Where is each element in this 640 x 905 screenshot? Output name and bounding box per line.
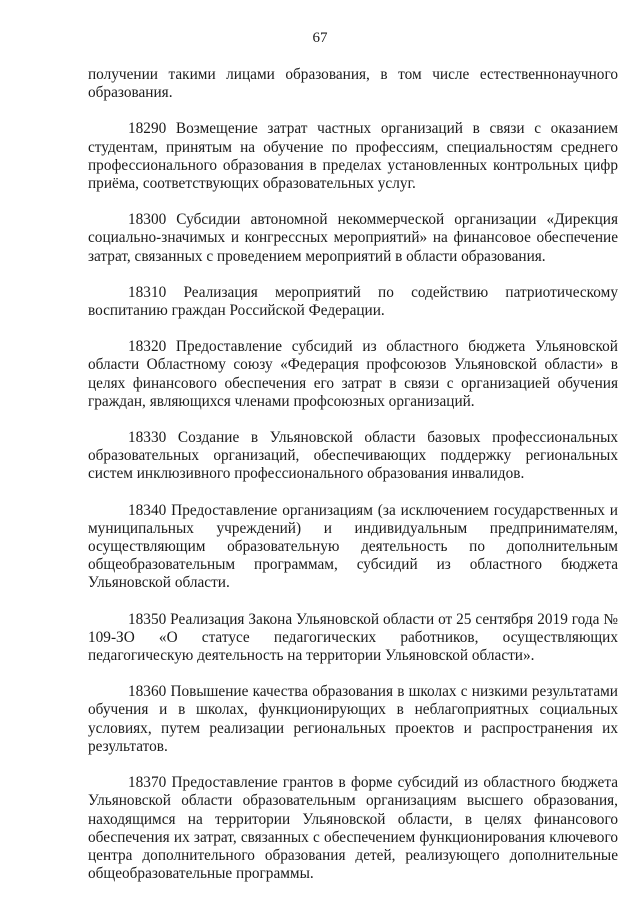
paragraph-18350: 18350 Реализация Закона Ульяновской области от 25 сентября 2019 года № 109-ЗО «О статусе педагогических работников, осуществляющих педагогическую деятельность на территории Ульяновской области». <box>88 610 618 665</box>
page-number: 67 <box>312 30 328 46</box>
paragraph-18320: 18320 Предоставление субсидий из областного бюджета Ульяновской области Областному союзу «Федерация профсоюзов Ульяновской области» в целях финансового обеспечения его затрат в связи с организацией обучения граждан, являющихся членами профсоюзных организаций. <box>88 338 618 410</box>
paragraph-18310: 18310 Реализация мероприятий по содействию патриотическому воспитанию граждан Российской Федерации. <box>88 283 618 320</box>
paragraph-18340: 18340 Предоставление организациям (за исключением государственных и муниципальных учреждений) и индивидуальным предпринимателям, осуществляющим образовательную деятельность по дополнительным общеобразовательным программам, субсидий из областного бюджета Ульяновской области. <box>88 501 618 592</box>
paragraph-18370: 18370 Предоставление грантов в форме субсидий из областного бюджета Ульяновской области образовательным организациям высшего образования, находящимся на территории Ульяновской области, в целях финансового обеспечения их затрат, связанных с обеспечением функционирования ключевого центра дополнительного образования детей, реализующего дополнительные общеобразовательные программы. <box>88 774 618 883</box>
document-body <box>88 66 618 901</box>
paragraph-18300: 18300 Субсидии автономной некоммерческой организации «Дирекция социально-значимых и конгрессных мероприятий» на финансовое обеспечение затрат, связанных с проведением мероприятий в области образования. <box>88 211 618 265</box>
paragraph-18360: 18360 Повышение качества образования в школах с низкими результатами обучения и в школах, функционирующих в неблагоприятных социальных условиях, путем реализации региональных проектов и распространения их результатов. <box>88 683 618 755</box>
paragraph-18330: 18330 Создание в Ульяновской области базовых профессиональных образовательных организаций, обеспечивающих поддержку региональных систем инклюзивного профессионального образования инвалидов. <box>88 429 618 483</box>
paragraph-18290: 18290 Возмещение затрат частных организаций в связи с оказанием студентам, принятым на обучение по профессиям, специальностям среднего профессионального образования в пределах установленных контрольных цифр приёма, соответствующих образовательных услуг. <box>88 120 618 193</box>
continuation-paragraph: получении такими лицами образования, в том числе естественнонаучного образования. <box>88 66 618 102</box>
